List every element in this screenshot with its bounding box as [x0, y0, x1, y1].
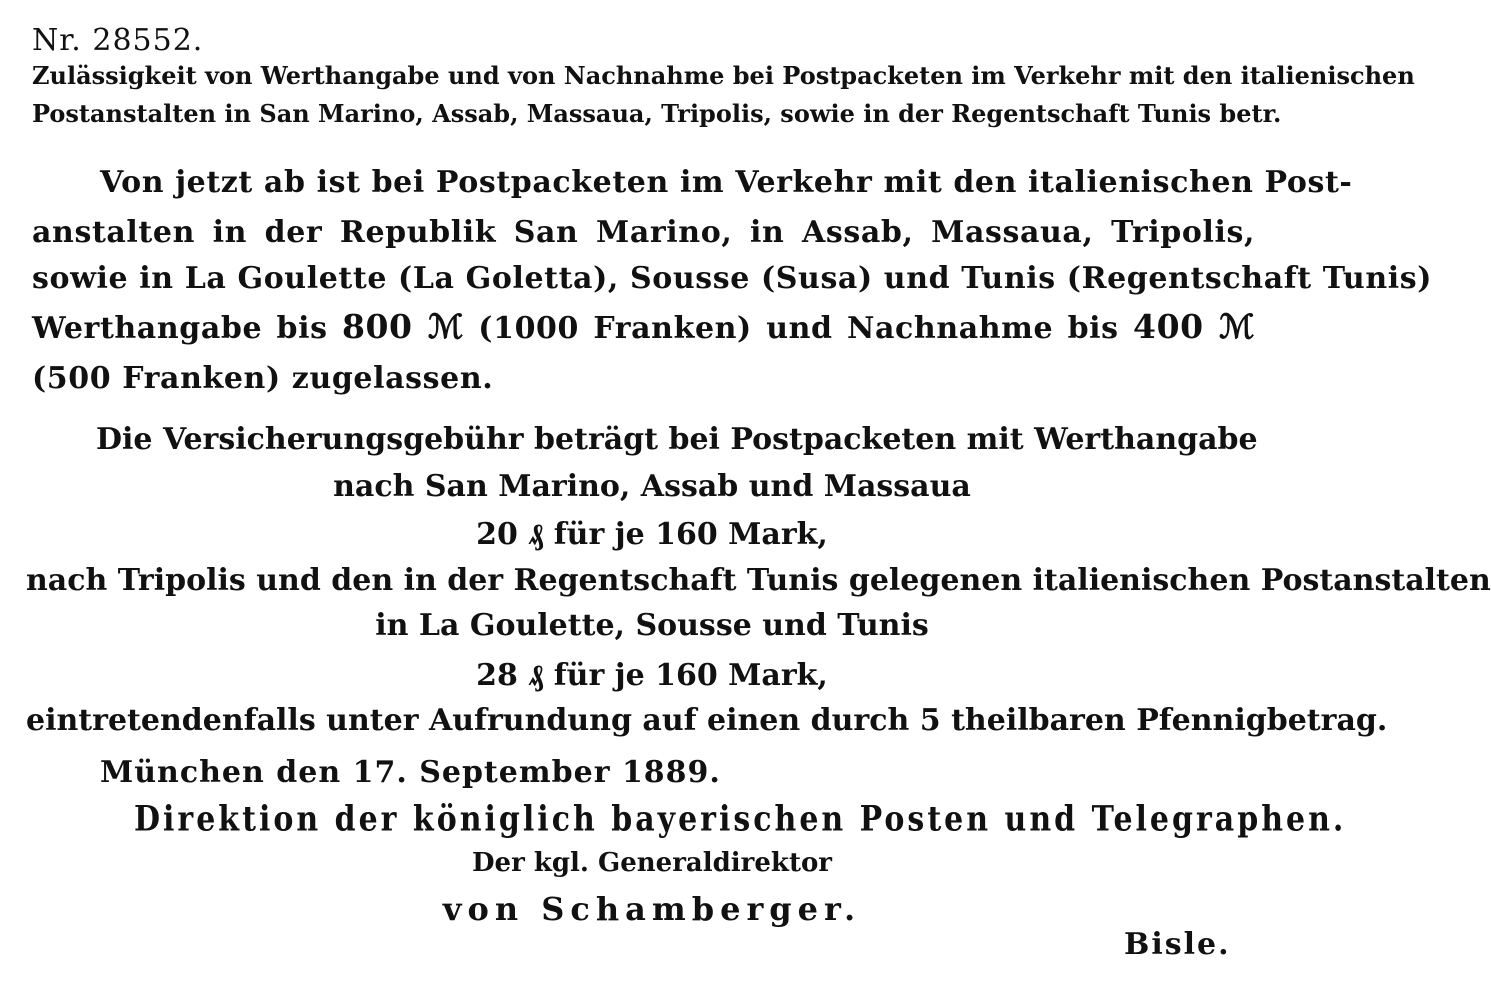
cod-limit-amount: 400 ℳ	[1133, 307, 1255, 346]
official-title: Der kgl. Generaldirektor	[472, 848, 832, 878]
title-line-2: Postanstalten in San Marino, Assab, Massaua, Tripolis, sowie in der Regentschaft Tunis betr.	[32, 99, 1282, 128]
signatory-name: von Schamberger.	[442, 890, 862, 928]
rounding-note: eintretendenfalls unter Aufrundung auf einen durch 5 theilbaren Pfennigbetrag.	[26, 703, 1388, 738]
body-line-2: anstalten in der Republik San Marino, in Assab, Massaua, Tripolis,	[32, 215, 1255, 250]
fee-rate-2: 28 ₰ für je 160 Mark,	[476, 658, 828, 693]
value-limit-amount: 800 ℳ	[341, 307, 464, 346]
body-line-5: (500 Franken) zugelassen.	[32, 361, 494, 396]
document-number: Nr. 28552.	[32, 23, 204, 58]
place-date: München den 17. September 1889.	[100, 755, 721, 790]
clerk-name: Bisle.	[1124, 927, 1231, 962]
destination-group-2-line-1: nach Tripolis und den in der Regentschaft Tunis gelegenen italienischen Postanstalten	[26, 563, 1491, 598]
body-line-4-part-a: Werthangabe bis	[32, 311, 328, 346]
body-line-3: sowie in La Goulette (La Goletta), Sousse (Susa) und Tunis (Regentschaft Tunis)	[32, 261, 1433, 296]
body-line-4-part-b: (1000 Franken) und Nachnahme bis	[478, 311, 1119, 346]
issuing-authority: Direktion der königlich bayerischen Posten und Telegraphen.	[134, 799, 1347, 840]
destination-group-1: nach San Marino, Assab und Massaua	[333, 469, 971, 504]
fee-rate-1: 20 ₰ für je 160 Mark,	[476, 517, 828, 552]
destination-group-2-line-2: in La Goulette, Sousse und Tunis	[375, 608, 929, 643]
title-line-1: Zulässigkeit von Werthangabe und von Nachnahme bei Postpacketen im Verkehr mit den italienischen	[32, 61, 1415, 90]
fee-intro: Die Versicherungsgebühr beträgt bei Postpacketen mit Werthangabe	[96, 422, 1258, 457]
body-line-4	[32, 307, 1255, 346]
body-line-1: Von jetzt ab ist bei Postpacketen im Verkehr mit den italienischen Post-	[100, 165, 1353, 200]
